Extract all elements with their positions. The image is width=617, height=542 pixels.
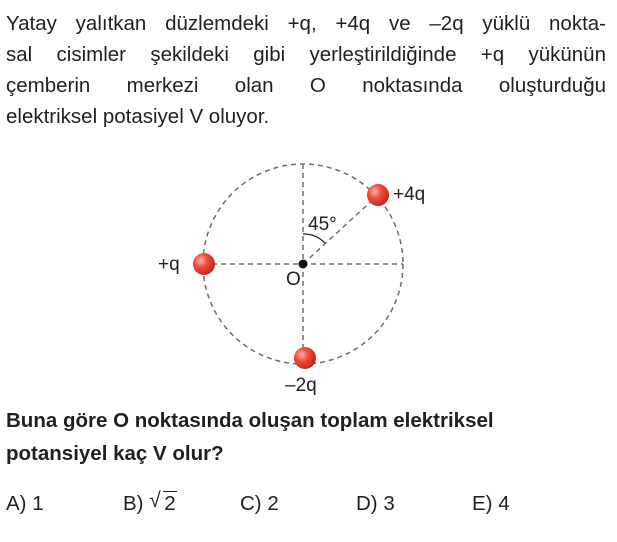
question-stem: [6, 8, 606, 132]
choice-c-value: 2: [267, 492, 279, 515]
stem-line-3: çemberin merkezi olan O noktasında oluşturduğu: [6, 74, 606, 97]
center-point: [299, 260, 308, 269]
choice-b-letter: B): [123, 492, 144, 515]
choice-a-value: 1: [32, 492, 44, 515]
angle-label: 45°: [308, 214, 337, 235]
stem-line-1: Yatay yalıtkan düzlemdeki +q, +4q ve –2q yüklü nokta-: [6, 12, 606, 35]
angle-arc: [303, 234, 325, 243]
choice-a[interactable]: [6, 492, 44, 516]
choice-c[interactable]: [240, 492, 279, 516]
charge-ball-bottom: [294, 347, 316, 369]
choice-d-letter: D): [356, 492, 378, 515]
choice-c-letter: C): [240, 492, 262, 515]
charge-label-left: +q: [158, 254, 180, 275]
charge-ball-left: [193, 253, 215, 275]
choice-e-letter: E): [472, 492, 493, 515]
choice-d[interactable]: [356, 492, 395, 516]
question-prompt: [6, 404, 606, 470]
charge-figure: [150, 150, 450, 400]
charge-label-top-right: +4q: [393, 184, 426, 205]
choice-e[interactable]: [472, 492, 510, 516]
question-line-2: potansiyel kaç V olur?: [6, 442, 224, 465]
choice-d-value: 3: [383, 492, 395, 515]
choice-e-value: 4: [498, 492, 510, 515]
question-line-1: Buna göre O noktasında oluşan toplam elektriksel: [6, 409, 494, 432]
sqrt-symbol: √ 2: [149, 489, 176, 515]
choice-a-letter: A): [6, 492, 27, 515]
choice-b[interactable]: [123, 489, 177, 516]
charge-ball-top-right: [367, 184, 389, 206]
stem-line-2: sal cisimler şekildeki gibi yerleştirildiğinde +q yükünün: [6, 43, 606, 66]
choice-b-value: 2: [164, 492, 176, 515]
center-label: O: [286, 269, 301, 290]
answer-choices: [6, 489, 606, 522]
charge-label-bottom: –2q: [285, 375, 317, 396]
stem-line-4: elektriksel potasiyel V oluyor.: [6, 105, 270, 128]
